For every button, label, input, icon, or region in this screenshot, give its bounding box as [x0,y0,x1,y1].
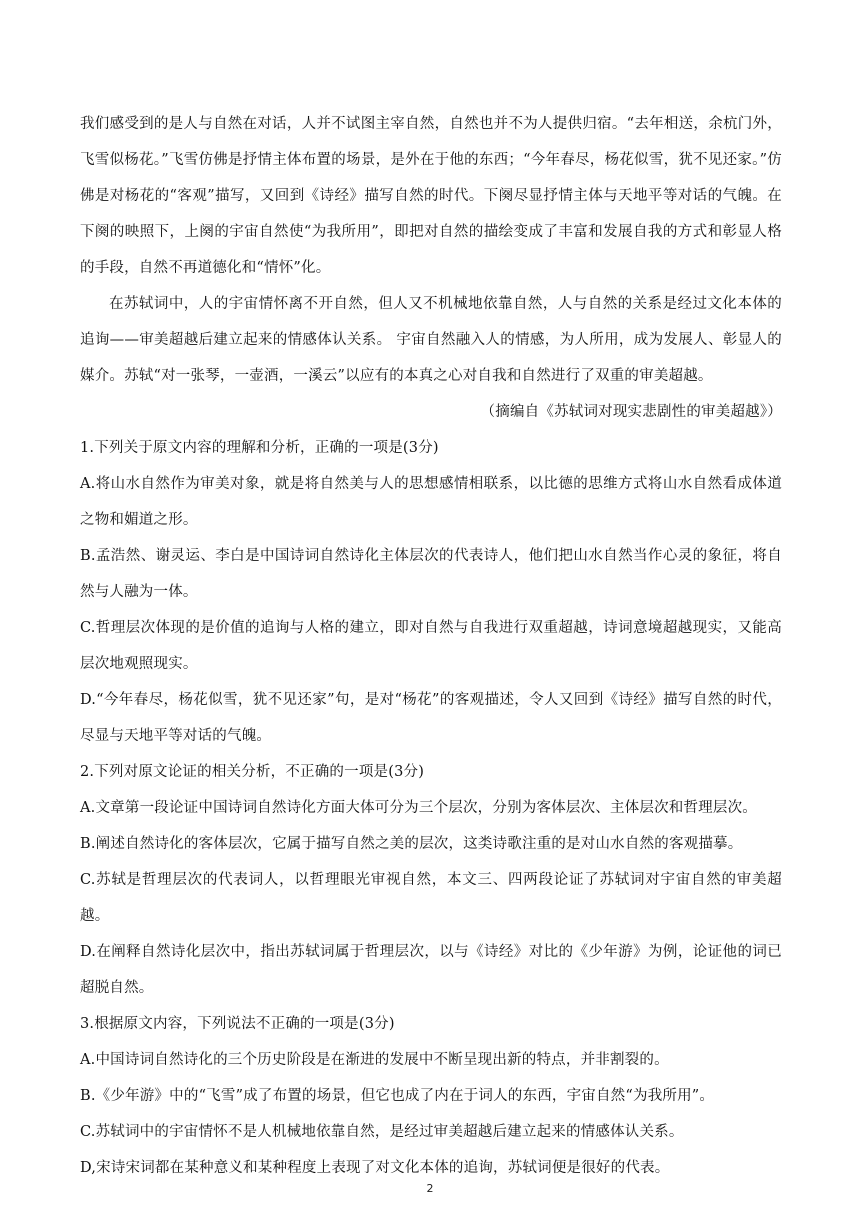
option-c: C.哲理层次体现的是价值的追询与人格的建立，即对自然与自我进行双重超越，诗词意境超越现实，又能高层次地观照现实。 [80,620,782,672]
page-number: 2 [426,1182,434,1195]
option-b: B.阐述自然诗化的客体层次，它属于描写自然之美的层次，这类诗歌注重的是对山水自然的客观描摹。 [80,836,743,852]
question-list [80,430,782,1186]
passage [80,106,782,430]
option-c: C.苏轼是哲理层次的代表词人，以哲理眼光审视自然，本文三、四两段论证了苏轼词对宇宙自然的审美超越。 [80,872,782,924]
option-d: D.在阐释自然诗化层次中，指出苏轼词属于哲理层次，以与《诗经》对比的《少年游》为例，论证他的词已超脱自然。 [80,944,782,996]
option-a: A.将山水自然作为审美对象，就是将自然美与人的思想感情相联系，以比德的思维方式将山水自然看成体道之物和媚道之形。 [80,476,782,528]
option-c: C.苏轼词中的宇宙情怀不是人机械地依靠自然，是经过审美超越后建立起来的情感体认关系。 [80,1124,684,1140]
question-2 [80,754,782,1006]
option-b: B.孟浩然、谢灵运、李白是中国诗词自然诗化主体层次的代表诗人，他们把山水自然当作心灵的象征，将自然与人融为一体。 [80,548,782,600]
passage-source: （摘编自《苏轼词对现实悲剧性的审美超越》） [480,404,782,420]
option-a: A.文章第一段论证中国诗词自然诗化方面大体可分为三个层次，分别为客体层次、主体层次和哲理层次。 [80,800,757,816]
option-d: D,宋诗宋词都在某种意义和某种程度上表现了对文化本体的追询，苏轼词便是很好的代表。 [80,1160,670,1176]
option-d: D.“今年春尽，杨花似雪，犹不见还家”句，是对“杨花”的客观描述，令人又回到《诗经》描写自然的时代，尽显与天地平等对话的气魄。 [80,692,782,744]
question-1 [80,430,782,754]
page-content [80,106,782,1186]
question-stem: 3.根据原文内容，下列说法不正确的一项是(3分) [80,1016,395,1032]
question-3 [80,1006,782,1186]
passage-paragraph: 在苏轼词中，人的宇宙情怀离不开自然，但人又不机械地依靠自然，人与自然的关系是经过文化本体的追询——审美超越后建立起来的情感体认关系。 宇宙自然融入人的情感，为人所用，成为发展人、彰显人的媒介。苏轼“对一张琴，一壶酒，一溪云”以应有的本真之心对自我和自然进行了双重的审美超越。 [80,296,782,384]
option-a: A.中国诗词自然诗化的三个历史阶段是在渐进的发展中不断呈现出新的特点，并非割裂的。 [80,1052,669,1068]
question-stem: 1.下列关于原文内容的理解和分析，正确的一项是(3分) [80,440,439,456]
option-b: B.《少年游》中的“飞雪”成了布置的场景，但它也成了内在于词人的东西，宇宙自然“为我所用”。 [80,1088,715,1104]
passage-paragraph: 我们感受到的是人与自然在对话，人并不试图主宰自然，自然也并不为人提供归宿。“去年相送，余杭门外，飞雪似杨花。”飞雪仿佛是抒情主体布置的场景，是外在于他的东西；“今年春尽，杨花似雪，犹不见还家。”仿佛是对杨花的“客观”描写，又回到《诗经》描写自然的时代。下阕尽显抒情主体与天地平等对话的气魄。在下阕的映照下，上阕的宇宙自然使“为我所用”，即把对自然的描绘变成了丰富和发展自我的方式和彰显人格的手段，自然不再道德化和“情怀”化。 [80,116,782,276]
question-stem: 2.下列对原文论证的相关分析，不正确的一项是(3分) [80,764,425,780]
